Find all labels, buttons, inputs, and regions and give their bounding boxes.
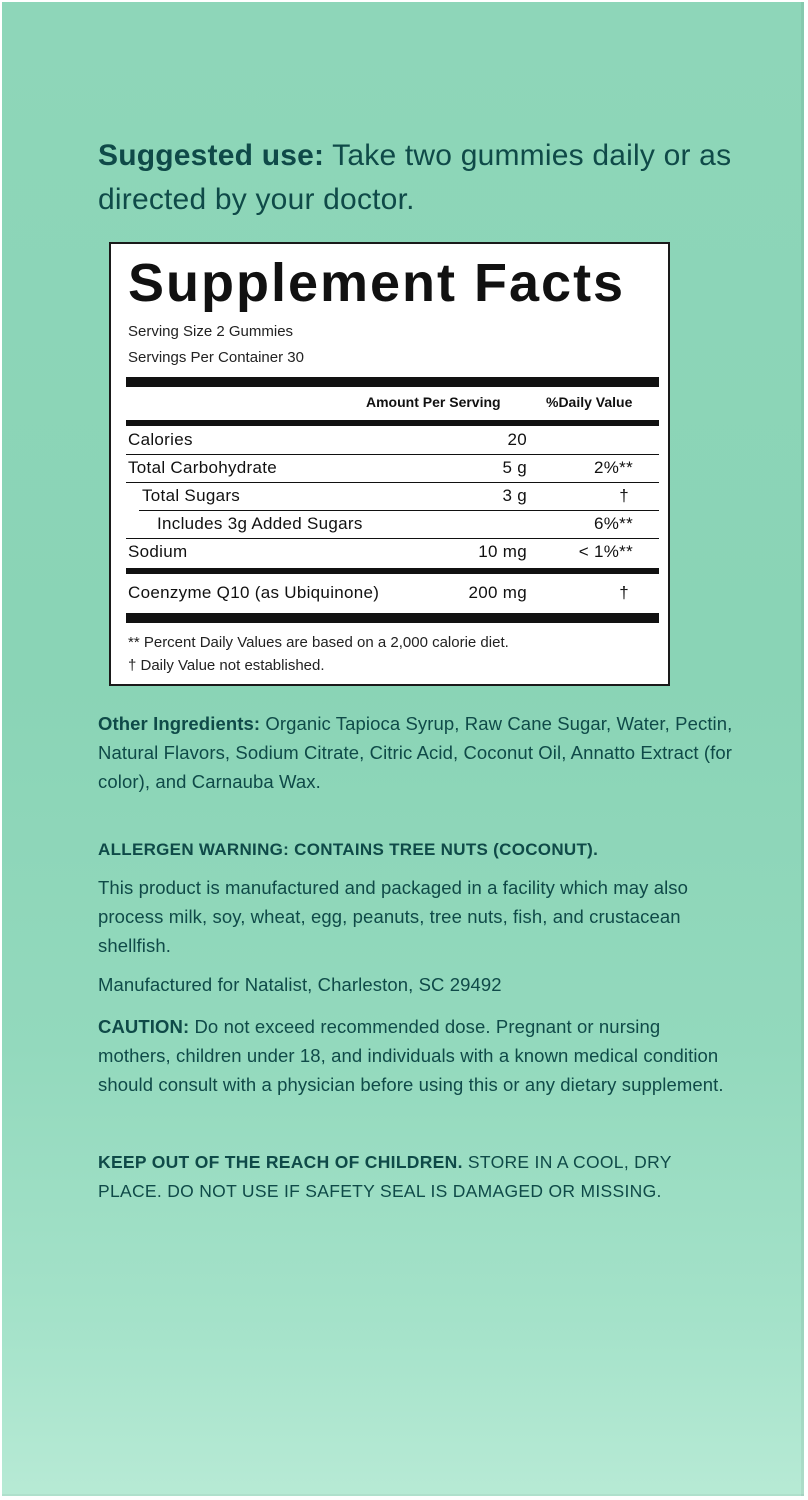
row-divider <box>139 510 659 511</box>
row-dv-added-sugars: 6%** <box>593 514 633 533</box>
supplement-facts-title: Supplement Facts <box>128 253 626 313</box>
row-name-added-sugars: Includes 3g Added Sugars <box>157 514 363 533</box>
row-name-total-carbohydrate: Total Carbohydrate <box>128 458 278 477</box>
row-name-calories: Calories <box>128 430 193 449</box>
row-dv-total-sugars: † <box>619 486 629 505</box>
row-name-sodium: Sodium <box>128 542 188 561</box>
row-dv-coq10: † <box>619 583 629 602</box>
row-divider <box>126 538 659 539</box>
row-amount-total-sugars: 3 g <box>502 486 527 505</box>
suggested-use-text: Take two gummies daily or as directed by your doctor. <box>98 139 732 216</box>
row-name-coq10: Coenzyme Q10 (as Ubiquinone) <box>128 583 380 602</box>
header-daily-value: %Daily Value <box>546 394 633 410</box>
other-ingredients-label: Other Ingredients: <box>98 713 261 734</box>
row-amount-calories: 20 <box>507 430 527 449</box>
row-name-total-sugars: Total Sugars <box>142 486 241 505</box>
section-divider <box>126 568 659 574</box>
caution <box>98 1012 738 1099</box>
row-divider <box>126 454 659 455</box>
allergen-warning: ALLERGEN WARNING: CONTAINS TREE NUTS (COCONUT). <box>98 840 599 859</box>
manufacturer-line: Manufactured for Natalist, Charleston, SC 29492 <box>98 974 502 995</box>
facility-note: This product is manufactured and packaged in a facility which may also process milk, soy, wheat, egg, peanuts, tree nuts, fish, and crustacean shellfish. <box>98 877 689 956</box>
bottom-divider <box>126 613 659 623</box>
thick-divider <box>126 377 659 387</box>
row-amount-sodium: 10 mg <box>478 542 527 561</box>
other-ingredients-text: Organic Tapioca Syrup, Raw Cane Sugar, Water, Pectin, Natural Flavors, Sodium Citrate, Citric Acid, Coconut Oil, Annatto Extract (for color), and Carnauba Wax. <box>98 713 733 792</box>
caution-text: Do not exceed recommended dose. Pregnant or nursing mothers, children under 18, and individuals with a known medical condition should consult with a physician before using this or any dietary supplement. <box>98 1016 724 1095</box>
storage-text: STORE IN A COOL, DRY PLACE. DO NOT USE IF SAFETY SEAL IS DAMAGED OR MISSING. <box>98 1152 672 1201</box>
servings-per-container: Servings Per Container 30 <box>128 349 304 366</box>
serving-size: Serving Size 2 Gummies <box>128 323 294 340</box>
package-panel <box>2 2 804 1496</box>
header-amount: Amount Per Serving <box>366 394 501 410</box>
row-amount-total-carbohydrate: 5 g <box>502 458 527 477</box>
row-divider <box>126 482 659 483</box>
other-ingredients <box>98 709 738 796</box>
footnote-daily-values: ** Percent Daily Values are based on a 2,000 calorie diet. <box>128 634 509 651</box>
storage-warning <box>98 1148 738 1206</box>
suggested-use-label: Suggested use: <box>98 139 325 172</box>
storage-label: KEEP OUT OF THE REACH OF CHILDREN. <box>98 1152 463 1172</box>
suggested-use <box>98 134 738 222</box>
header-divider <box>126 420 659 426</box>
row-amount-coq10: 200 mg <box>468 583 527 602</box>
supplement-facts-panel <box>109 242 670 686</box>
row-dv-sodium: < 1%** <box>578 542 633 561</box>
footnote-not-established: † Daily Value not established. <box>128 657 325 674</box>
caution-label: CAUTION: <box>98 1016 190 1037</box>
row-dv-total-carbohydrate: 2%** <box>593 458 633 477</box>
